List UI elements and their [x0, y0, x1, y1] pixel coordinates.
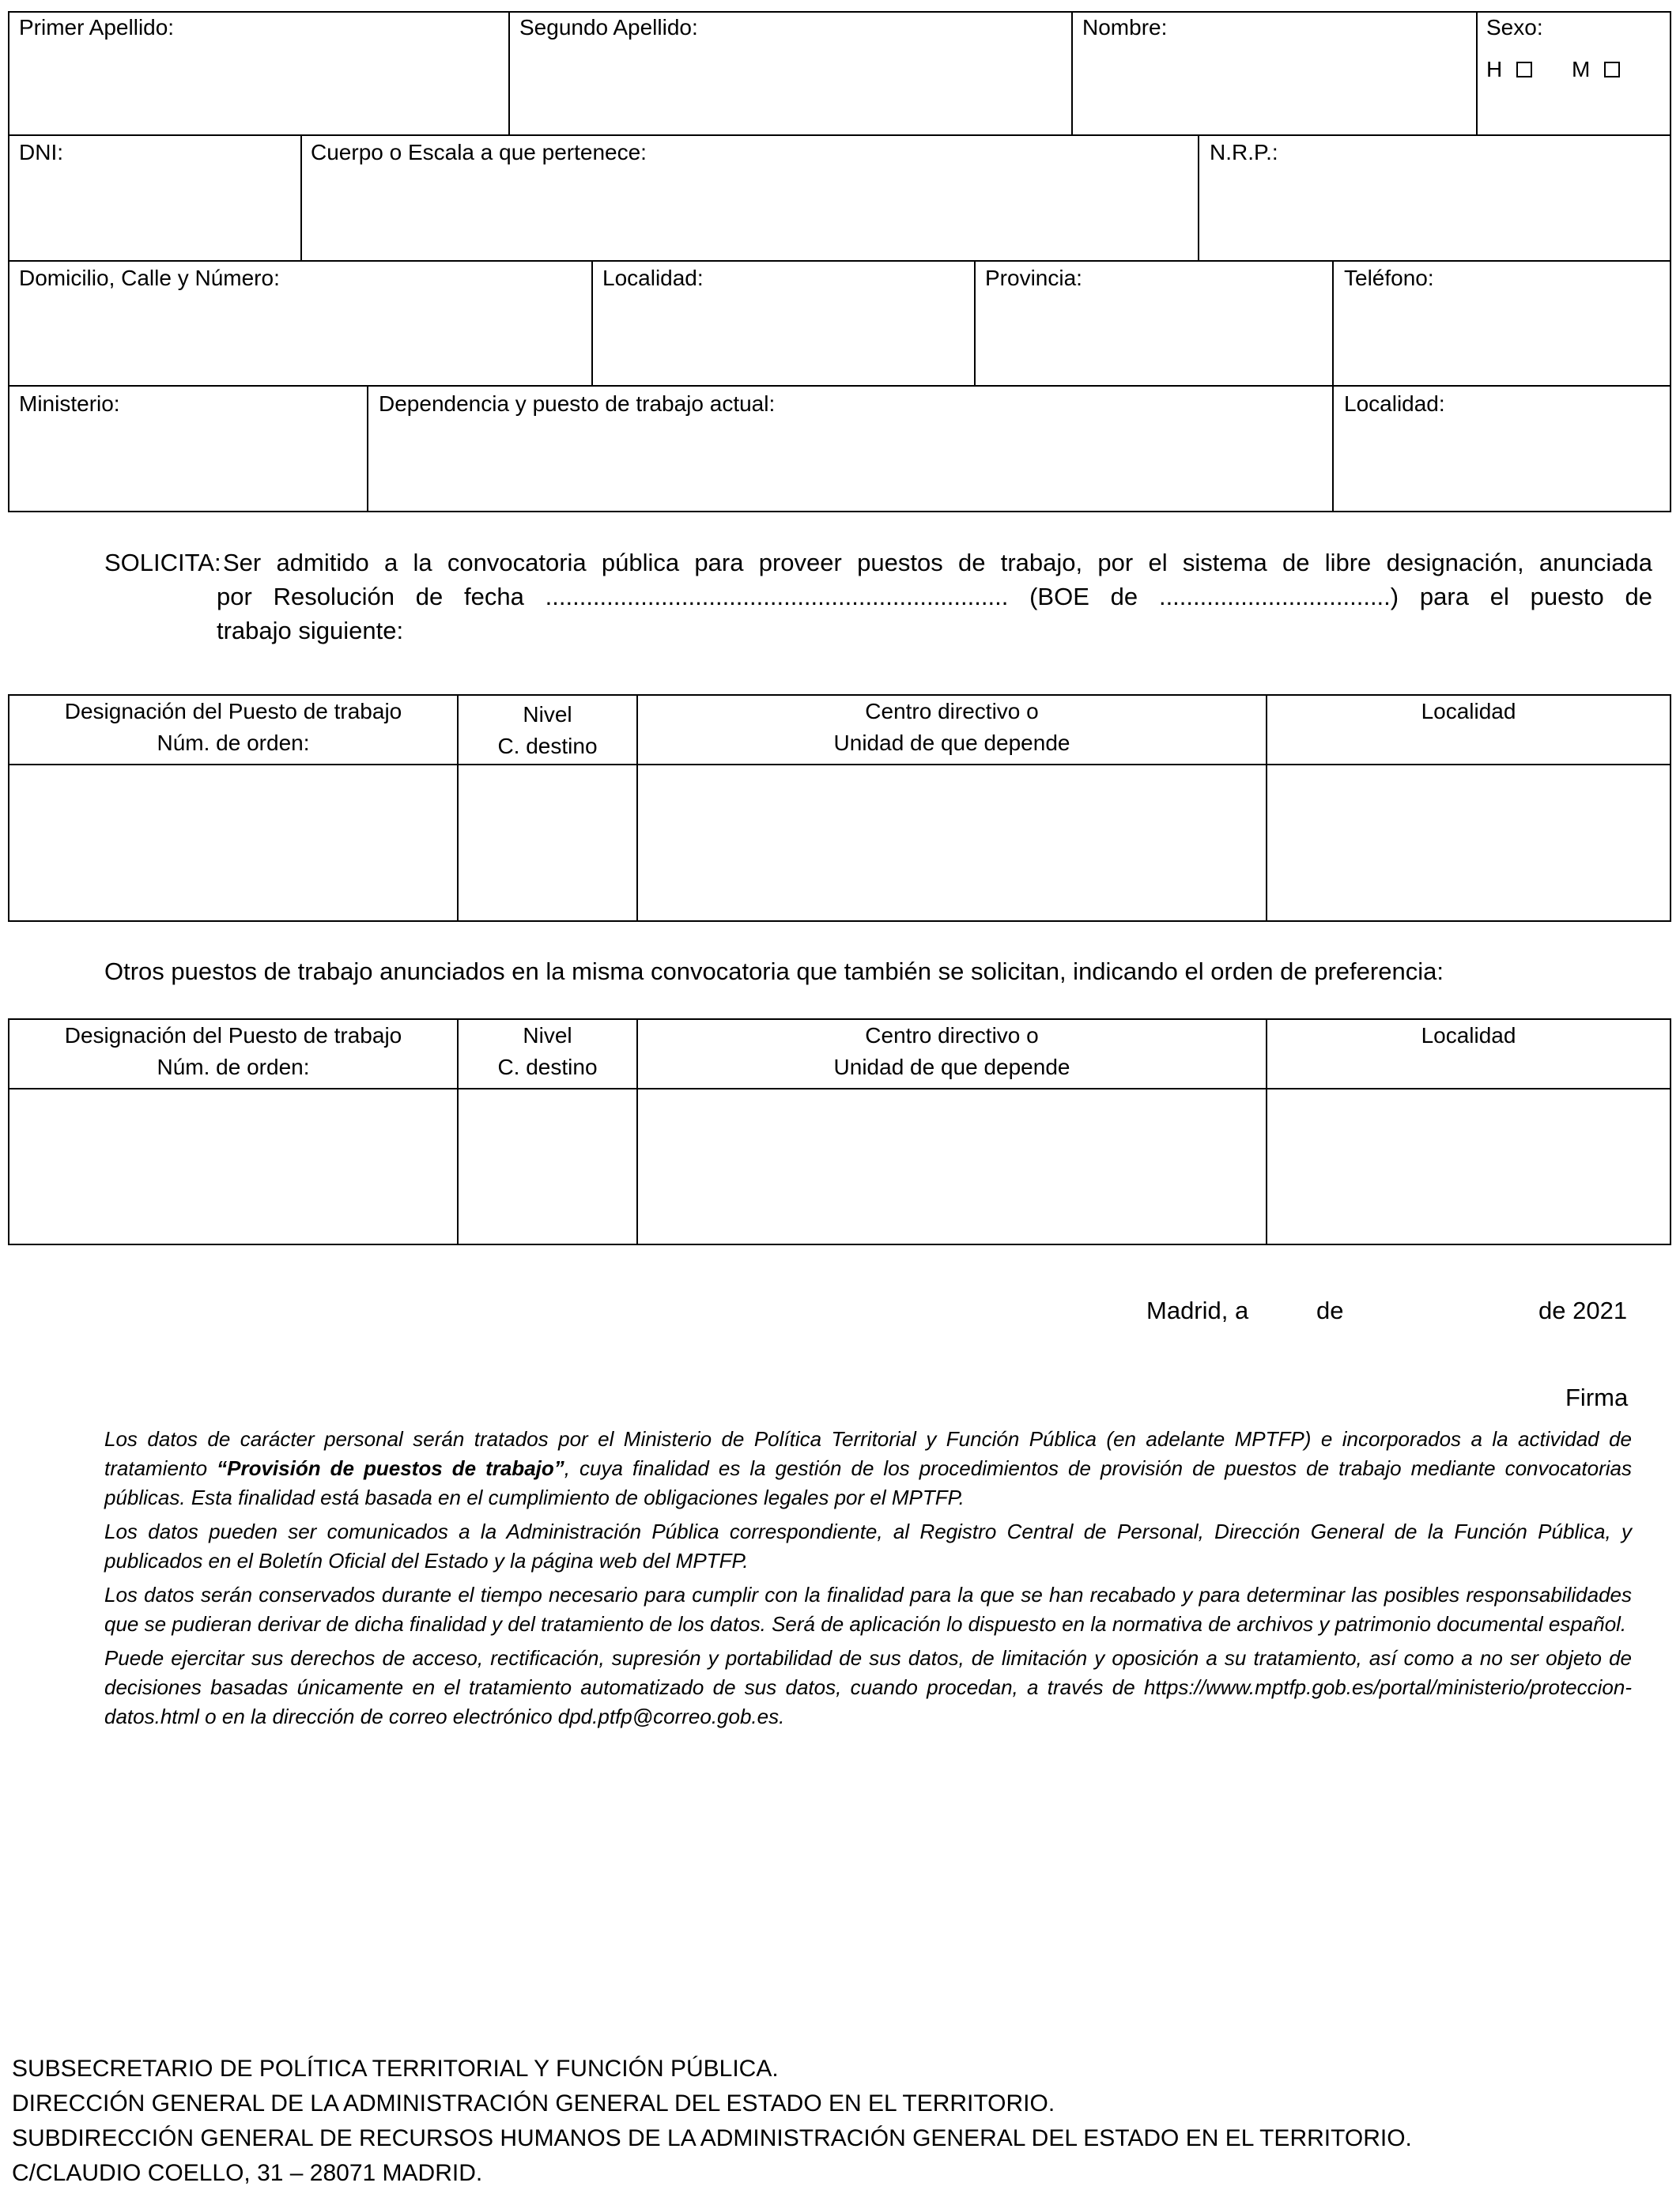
sexo-h-checkbox[interactable] — [1516, 62, 1532, 77]
sexo-m-option[interactable] — [1572, 57, 1620, 82]
otros-cell-localidad[interactable] — [1267, 1089, 1670, 1244]
privacy-paragraph-2: Los datos pueden ser comunicados a la Administración Pública correspondiente, al Registro Central de Personal, Dirección General de la Función Pública, y publicados en el Boletín Oficial del Estado y la página web del MPTFP. — [104, 1520, 1632, 1573]
segundo-apellido-field[interactable] — [510, 43, 1070, 134]
sexo-m-label: M — [1572, 57, 1591, 81]
ministerio-field[interactable] — [9, 419, 366, 510]
footer-line-2: DIRECCIÓN GENERAL DE LA ADMINISTRACIÓN GENERAL DEL ESTADO EN EL TERRITORIO. — [12, 2090, 1055, 2117]
puesto-cell-localidad[interactable] — [1267, 765, 1670, 920]
footer-line-3: SUBDIRECCIÓN GENERAL DE RECURSOS HUMANOS DE LA ADMINISTRACIÓN GENERAL DEL ESTADO EN EL TERRITORIO. — [12, 2125, 1412, 2151]
header-line: Localidad — [1421, 1023, 1516, 1048]
privacy-paragraph-3: Los datos serán conservados durante el tiempo necesario para cumplir con la finalidad para la que se han recabado y para determinar las posibles responsabilidades que se pudieran derivar de dicha finalidad y del tratamiento de los datos. Será de aplicación lo dispuesto en la normativa de archivos y patrimonio documental español. — [104, 1583, 1632, 1636]
telefono-field[interactable] — [1334, 293, 1669, 384]
otros-header-designacion — [9, 1020, 457, 1083]
localidad-label: Localidad: — [602, 266, 704, 290]
footer-line-4: C/CLAUDIO COELLO, 31 – 28071 MADRID. — [12, 2160, 483, 2186]
date-day-field[interactable] — [1261, 1297, 1312, 1325]
date-year: de 2021 — [1538, 1297, 1628, 1324]
localidad-actual-label: Localidad: — [1344, 391, 1445, 416]
dependencia-field[interactable] — [368, 419, 1331, 510]
header-line: Núm. de orden: — [157, 1055, 310, 1079]
nrp-field[interactable] — [1199, 168, 1669, 259]
solicita-line-2: por Resolución de fecha .................................................................... (BOE de ..................................) para el puesto de — [217, 583, 1652, 610]
otros-cell-nivel[interactable] — [459, 1089, 636, 1244]
puesto-header-localidad — [1267, 696, 1670, 727]
cuerpo-label: Cuerpo o Escala a que pertenece: — [311, 140, 647, 164]
privacy-text: Los datos de carácter personal serán tratados por el Ministerio de Política Territorial y Función Pública (en adelante MPTFP) e incorporados a la actividad de tratamiento — [104, 1427, 1632, 1480]
date-de: de — [1316, 1297, 1344, 1324]
dni-label: DNI: — [19, 140, 63, 164]
header-line: Centro directivo o — [865, 1023, 1039, 1048]
solicita-line-1: Ser admitido a la convocatoria pública para proveer puestos de trabajo, por el sistema de libre designación, anunciada — [223, 549, 1652, 576]
header-line: Designación del Puesto de trabajo — [64, 1023, 402, 1048]
nrp-label: N.R.P.: — [1210, 140, 1278, 164]
primer-apellido-field[interactable] — [9, 43, 508, 134]
otros-header-localidad — [1267, 1020, 1670, 1052]
header-line: C. destino — [497, 734, 598, 758]
header-line: Designación del Puesto de trabajo — [64, 699, 402, 723]
header-line: Localidad — [1421, 699, 1516, 723]
otros-header-centro — [638, 1020, 1266, 1083]
puesto-cell-centro[interactable] — [638, 765, 1266, 920]
domicilio-field[interactable] — [9, 293, 591, 384]
header-line: Unidad de que depende — [833, 1055, 1070, 1079]
provincia-label: Provincia: — [985, 266, 1082, 290]
provincia-field[interactable] — [976, 293, 1331, 384]
sexo-label: Sexo: — [1486, 15, 1543, 40]
telefono-label: Teléfono: — [1344, 266, 1434, 290]
solicita-line-3: trabajo siguiente: — [217, 617, 404, 644]
nombre-field[interactable] — [1073, 43, 1475, 134]
header-line: Nivel — [523, 1023, 572, 1048]
date-month-field[interactable] — [1356, 1297, 1534, 1325]
puesto-cell-designacion[interactable] — [9, 765, 457, 920]
cuerpo-field[interactable] — [302, 168, 1197, 259]
header-line: C. destino — [497, 1055, 598, 1079]
localidad-field[interactable] — [593, 293, 973, 384]
date-madrid: Madrid, a — [1146, 1297, 1249, 1324]
segundo-apellido-label: Segundo Apellido: — [519, 15, 698, 40]
privacy-activity-name: “Provisión de puestos de trabajo” — [217, 1456, 564, 1480]
privacy-text: , cuya finalidad es la gestión de los procedimientos de provisión de puestos de trabajo mediante convocatorias públicas. Esta finalidad está basada en el cumplimiento de obligaciones legales por el MPTFP. — [104, 1456, 1633, 1509]
sexo-m-checkbox[interactable] — [1604, 62, 1620, 77]
solicita-label: SOLICITA: — [104, 549, 221, 576]
header-line: Nivel — [523, 702, 572, 727]
footer-line-1: SUBSECRETARIO DE POLÍTICA TERRITORIAL Y FUNCIÓN PÚBLICA. — [12, 2056, 779, 2082]
privacy-paragraph-1 — [104, 1425, 1632, 1512]
puesto-header-designacion — [9, 696, 457, 759]
header-line: Unidad de que depende — [833, 731, 1070, 755]
primer-apellido-label: Primer Apellido: — [19, 15, 175, 40]
domicilio-label: Domicilio, Calle y Número: — [19, 266, 280, 290]
puesto-header-nivel — [459, 699, 636, 762]
sexo-h-label: H — [1486, 57, 1503, 81]
ministerio-label: Ministerio: — [19, 391, 120, 416]
firma-label: Firma — [1565, 1384, 1629, 1411]
header-line: Centro directivo o — [865, 699, 1039, 723]
privacy-notice — [104, 1425, 1632, 1736]
otros-cell-designacion[interactable] — [9, 1089, 457, 1244]
nombre-label: Nombre: — [1082, 15, 1168, 40]
otros-header-nivel — [459, 1020, 636, 1083]
puesto-cell-nivel[interactable] — [459, 765, 636, 920]
otros-puestos-text: Otros puestos de trabajo anunciados en la misma convocatoria que también se solicitan, indicando el orden de preferencia: — [104, 957, 1444, 985]
header-line: Núm. de orden: — [157, 731, 310, 755]
localidad-actual-field[interactable] — [1334, 419, 1669, 510]
otros-cell-centro[interactable] — [638, 1089, 1266, 1244]
dependencia-label: Dependencia y puesto de trabajo actual: — [379, 391, 776, 416]
dni-field[interactable] — [9, 168, 300, 259]
sexo-h-option[interactable] — [1486, 57, 1532, 82]
privacy-paragraph-4: Puede ejercitar sus derechos de acceso, rectificación, supresión y portabilidad de sus datos, de limitación y oposición a su tratamiento, así como a no ser objeto de decisiones basadas únicamente en el tratamiento automatizado de sus datos, cuando procedan, a través de https://www.mptfp.gob.es/portal/ministerio/proteccion-datos.html o en la dirección de correo electrónico dpd.ptfp@correo.gob.es. — [104, 1646, 1632, 1728]
puesto-header-centro — [638, 696, 1266, 759]
